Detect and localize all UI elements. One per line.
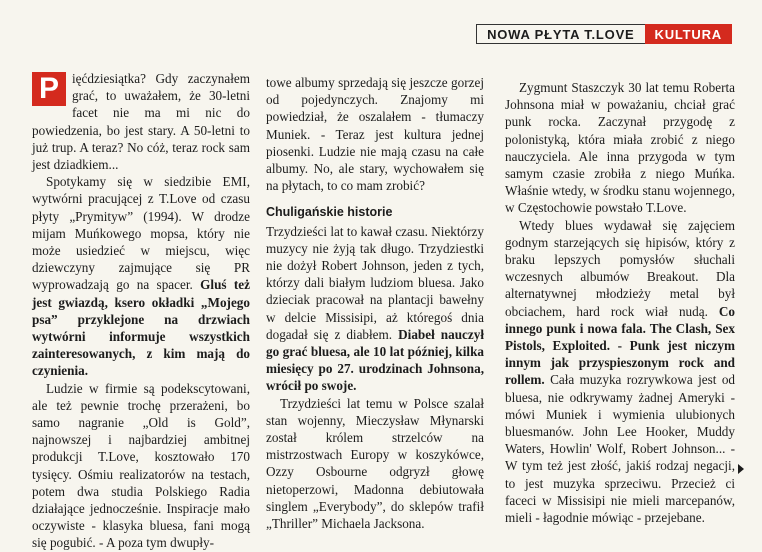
article-column-3	[505, 79, 735, 526]
section-title: NOWA PŁYTA T.LOVE	[476, 24, 644, 44]
paragraph-bold-text: Co innego punk i nowa fala. The Clash, Sex Pistols, Exploited.	[505, 303, 736, 354]
drop-cap: P	[32, 72, 66, 106]
page-header	[476, 24, 732, 44]
paragraph-text: Trzydzieści lat temu w Polsce szalał stan wojenny, Mieczysław Młynarski został królem strzelców na mistrzostwach Europy w koszykówce, Ozzy Osbourne odgryzł głowę nietoperzowi, Madonna debiutowała singlem „Everybody”, do sklepów trafił „Thriller” Michaela Jacksona.	[266, 395, 484, 532]
paragraph-text: ięćdziesiątka? Gdy zaczynałem grać, to uważałem, że 30-letni facet nie ma mi nic do powiedzenia, bo jest stary. A 50-letni to już trup. A teraz? No cóż, teraz rock sam jest dziadkiem...	[32, 71, 250, 173]
paragraph-text: Spotykamy się w siedzibie EMI, wytwórni pracującej z T.Love od czasu płyty „Prymityw” (1994). W drodze mijam Muńkowego mopsa, który nie może usiedzieć w miejscu, więc dziewczyny zajmujące się PR wyprowadzają go na spacer.	[32, 174, 250, 293]
paragraph	[266, 74, 484, 194]
continue-arrow-icon	[738, 464, 744, 474]
paragraph-text: Wtedy blues wydawał się zajęciem godnym starzejących się hipisów, który z braku lepszych pomysłów słuchali wczesnych albumów Breakout. Dla alternatywnej młodzieży metal był obciachem, hard rock wiał nudą.	[505, 217, 735, 319]
paragraph	[505, 217, 735, 527]
article-column-2	[266, 74, 484, 532]
paragraph	[32, 173, 250, 379]
paragraph	[266, 223, 484, 395]
article-column-1	[32, 70, 250, 552]
paragraph	[32, 380, 250, 552]
paragraph-bold-text: Diabeł nauczył go grać bluesa, ale 10 lat później, kilka miesięcy po 27. urodzinach Johnsona, wrócił po swoje.	[266, 326, 485, 394]
paragraph	[505, 79, 735, 217]
paragraph-text: towe albumy sprzedają się jeszcze gorzej od pojedynczych. Znajomy mi powiedział, że oszalałem - tłumaczy Muniek. - Teraz jest kultura jednej piosenki. Ludzie nie mają czasu na całe albumy. No, ale stary, wychowałem się na płytach, to co mam zrobić?	[266, 75, 484, 194]
paragraph-text: Trzydzieści lat to kawał czasu. Niektórzy muzycy nie żyją tak długo. Trzydziestki nie dożył Robert Johnson, jeden z tych, którzy dali białym ludziom bluesa. Jako dzieciak pracował na plantacji bawełny w delcie Missisipi, aż któregoś dnia dogadał się z diabłem.	[266, 223, 484, 342]
paragraph-text: Ludzie w firmie są podekscytowani, ale też pewnie trochę przerażeni, bo samo nagranie „Old is Gold”, najnowszej i najbardziej ambitnej produkcji T.Love, kosztowało 170 tysięcy. Ośmiu realizatorów na testach, potem dwa studia Polskiego Radia działające jednocześnie. Inspiracje mało oczywiste - klasyka bluesa, fani mogą się pogubić. - A poza tym dwupły-	[32, 380, 250, 551]
paragraph	[266, 395, 484, 533]
paragraph-bold-text: Gluś też jest gwiazdą, ksero okładki „Mojego psa” przyklejone na drzwiach wytwórni informuje wszystkich zainteresowanych, z kim mają do czynienia.	[32, 277, 250, 379]
paragraph-bold-text: - Punk jest niczym innym jak przyspieszonym rock and rollem.	[505, 338, 735, 388]
paragraph-text: Cała muzyka rozrywkowa jest od bluesa, nie odkrywamy żadnej Ameryki - mówi Muniek i wymienia ulubionych bluesmanów. John Lee Hooker, Muddy Waters, Howlin' Wolf, Robert Johnson... - W tym też jest złość, jakiś rodzaj negacji, to jest muzyka sprzeciwu. Przecież ci faceci w Missisipi nie mieli marcepanów, mieli - łagodnie mówiąc - przejebane.	[505, 372, 736, 526]
category-label: KULTURA	[645, 24, 732, 44]
subheading: Chuligańskie historie	[266, 205, 393, 220]
paragraph-text: Zygmunt Staszczyk 30 lat temu Roberta Johnsona miał w poważaniu, chciał grać punk rocka. Zaczynał przygodę z polonistyką, która miała zrobić z niego nauczyciela. Ale inna przygoda w tym samym czasie zrobiła z niego Muńka. Właśnie wtedy, w środku stanu wojennego, w Częstochowie powstało T.Love.	[505, 80, 735, 216]
paragraph	[32, 70, 250, 173]
